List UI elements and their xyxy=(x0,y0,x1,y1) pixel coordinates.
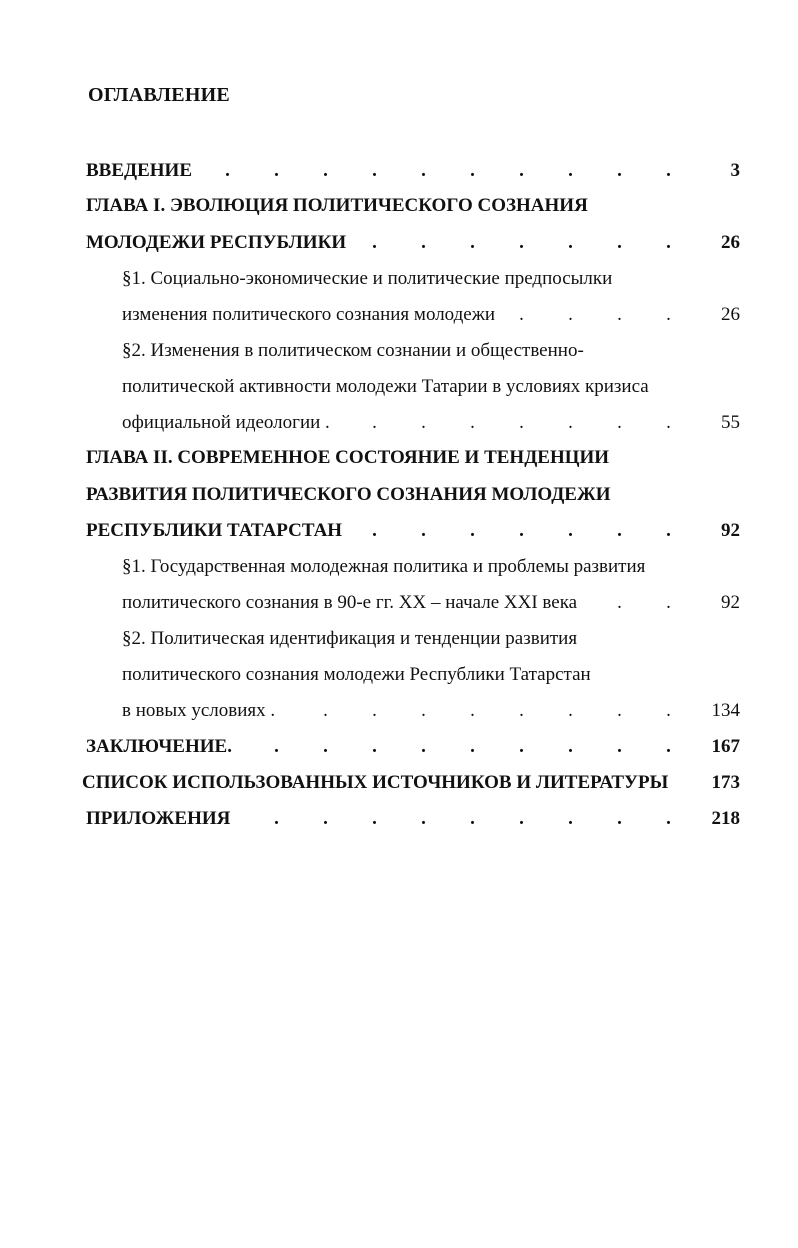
toc-page-number: 26 xyxy=(721,232,740,253)
toc-leader-dots: . . . . . . . . . . xyxy=(225,160,671,181)
toc-entry-title: СПИСОК ИСПОЛЬЗОВАННЫХ ИСТОЧНИКОВ И ЛИТЕРАТУРЫ xyxy=(82,772,669,793)
toc-entry xyxy=(0,768,798,798)
toc-entry-title: ГЛАВА II. СОВРЕМЕННОЕ СОСТОЯНИЕ И ТЕНДЕНЦИИ xyxy=(86,447,610,468)
toc-page-number: 218 xyxy=(711,808,740,829)
toc-entry-title: ПРИЛОЖЕНИЯ xyxy=(86,808,231,829)
toc-entry-title: политического сознания молодежи Республики Татарстан xyxy=(122,664,591,685)
toc-page-number: 55 xyxy=(721,412,740,433)
toc-entry-title: §1. Государственная молодежная политика и проблемы развития xyxy=(122,556,646,577)
toc-entry-title: МОЛОДЕЖИ РЕСПУБЛИКИ xyxy=(86,232,347,253)
toc-page-number: 173 xyxy=(711,772,740,793)
toc-entry-title: ГЛАВА I. ЭВОЛЮЦИЯ ПОЛИТИЧЕСКОГО СОЗНАНИЯ xyxy=(86,195,588,216)
toc-entry xyxy=(0,300,798,330)
toc-leader-dots: . . . . . . . xyxy=(372,232,671,253)
toc-entry xyxy=(0,480,798,510)
page-title: ОГЛАВЛЕНИЕ xyxy=(88,84,230,106)
toc-leader-dots: . . . . . . . xyxy=(372,520,671,541)
toc-page-number: 3 xyxy=(730,160,740,181)
toc-entry-title: ЗАКЛЮЧЕНИЕ. xyxy=(86,736,232,757)
toc-leader-dots: . . . . . . . . . xyxy=(274,808,671,829)
toc-entry-title: политической активности молодежи Татарии в условиях кризиса xyxy=(122,376,649,397)
toc-entry-title: §2. Изменения в политическом сознании и общественно- xyxy=(122,340,584,361)
toc-entry xyxy=(0,516,798,546)
toc-leader-dots: . . . . . . . . . xyxy=(274,736,671,757)
toc-entry-title: §1. Социально-экономические и политические предпосылки xyxy=(122,268,613,289)
toc-leader-dots: . . xyxy=(617,592,671,613)
toc-entry xyxy=(0,588,798,618)
toc-entry xyxy=(0,191,798,221)
toc-leader-dots: . . . . . . . . xyxy=(323,700,671,721)
toc-entry xyxy=(0,264,798,294)
toc-entry-title: ВВЕДЕНИЕ xyxy=(86,160,192,181)
toc-entry xyxy=(0,624,798,654)
toc-entry xyxy=(0,443,798,473)
toc-entry xyxy=(0,156,798,186)
toc-page-number: 26 xyxy=(721,304,740,325)
toc-entry-title: изменения политического сознания молодежи xyxy=(122,304,496,325)
toc-entry-title: политического сознания в 90-е гг. XX – начале XXI века xyxy=(122,592,578,613)
toc-page-number: 167 xyxy=(711,736,740,757)
toc-entry xyxy=(0,552,798,582)
toc-entry-title: официальной идеологии . xyxy=(122,412,330,433)
toc-entry-title: в новых условиях . xyxy=(122,700,276,721)
toc-entry xyxy=(0,660,798,690)
toc-leader-dots: . . . . . . . xyxy=(372,412,671,433)
toc-entry xyxy=(0,804,798,834)
toc-entry xyxy=(0,732,798,762)
toc-page-number: 92 xyxy=(721,592,740,613)
toc-entry-title: §2. Политическая идентификация и тенденции развития xyxy=(122,628,578,649)
toc-entry-title: РАЗВИТИЯ ПОЛИТИЧЕСКОГО СОЗНАНИЯ МОЛОДЕЖИ xyxy=(86,484,611,505)
toc-entry xyxy=(0,696,798,726)
toc-entry xyxy=(0,408,798,438)
toc-page-number: 92 xyxy=(721,520,740,541)
toc-entry xyxy=(0,372,798,402)
toc-entry xyxy=(0,336,798,366)
toc-page-number: 134 xyxy=(711,700,740,721)
toc-leader-dots: . . . . xyxy=(519,304,671,325)
toc-entry-title: РЕСПУБЛИКИ ТАТАРСТАН xyxy=(86,520,343,541)
toc-entry xyxy=(0,228,798,258)
